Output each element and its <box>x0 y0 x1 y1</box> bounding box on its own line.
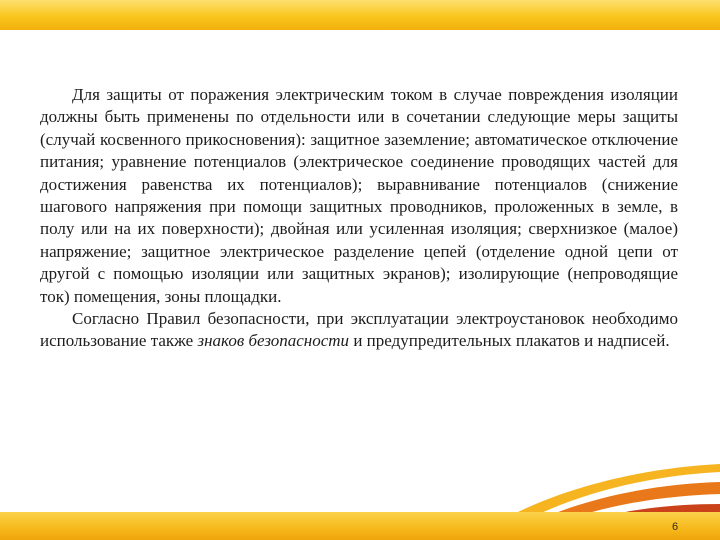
paragraph-2-end: и предупредительных плакатов и надписей. <box>349 331 670 351</box>
safety-signs-phrase: знаков безопасности <box>197 331 350 351</box>
paragraph-protection-measures: Для защиты от поражения электрическим током в случае повреждения изоляции должны быть применены по отдельности или в сочетании следующие меры защиты (случай косвенного прикосновения): защитное заземление; автоматическое отключение питания; уравнение потенциалов (электрическое соединение проводящих частей для достижения равенства их потенциалов); выравнивание потенциалов (снижение шагового напряжения при помощи защитных проводников, проложенных в земле, в полу или на их поверхности); двойная или усиленная изоляция; сверхнизкое (малое) напряжение; защитное электрическое разделение цепей (отделение одной цепи от другой с помощью изоляции или защитных экранов); изолирующие (непроводящие ток) помещения, зоны площадки. <box>40 85 678 306</box>
top-decorative-band <box>0 0 720 30</box>
paragraph-safety-rules <box>40 308 678 353</box>
page-number: 6 <box>671 521 679 533</box>
paragraph-2-start: Согласно Правил безопасности, при эксплуатации электроустановок необходимо использование также <box>40 309 678 351</box>
bottom-decorative-band <box>0 512 720 540</box>
slide-body-text <box>40 84 678 353</box>
